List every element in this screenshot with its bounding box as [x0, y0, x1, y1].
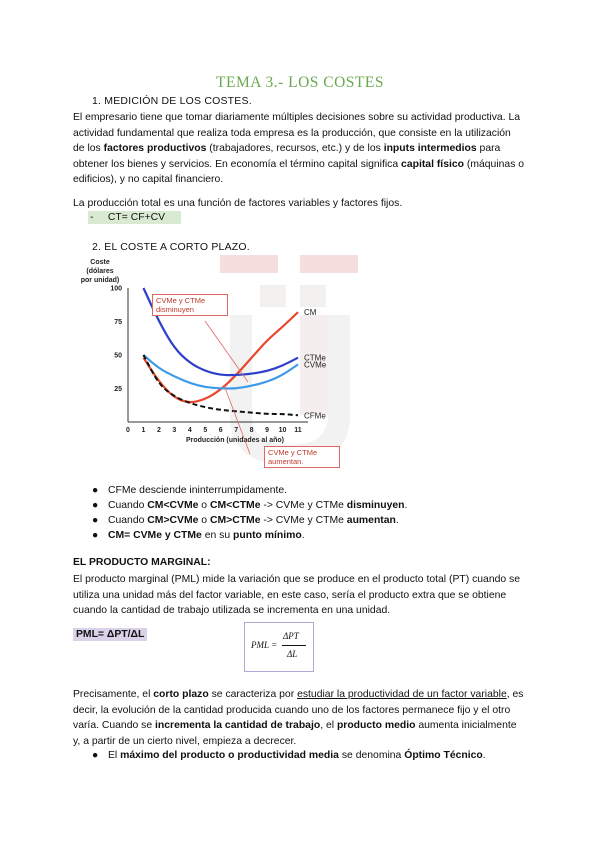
formula-pml-label: PML= ΔPT/ΔL: [73, 628, 147, 641]
formula-lhs: PML =: [251, 640, 278, 650]
x-tick-label: 4: [187, 427, 192, 434]
bullet-cm-mayor: ● Cuando CM>CVMe o CM>CTMe -> CVMe y CTMe aumentan.: [92, 515, 399, 526]
formula-pml-box: [244, 622, 314, 672]
cost-chart-svg: [70, 258, 370, 473]
x-tick-label: 6: [218, 427, 223, 434]
y-axis-title-1: Coste: [90, 259, 110, 266]
x-tick-label: 11: [294, 427, 302, 434]
series-label-cfme: CFMe: [304, 411, 326, 421]
section-heading-marginal: EL PRODUCTO MARGINAL:: [73, 557, 211, 568]
bullet-cfme: ● CFMe desciende ininterrumpidamente.: [92, 485, 288, 496]
series-label-cm: CM: [304, 308, 317, 318]
cost-chart: [70, 258, 370, 473]
x-tick-label: 1: [141, 427, 146, 434]
series-line-cfme: [143, 355, 298, 415]
series-label-cvme: CVMe: [304, 360, 327, 370]
section-heading-medicion: 1. MEDICIÓN DE LOS COSTES.: [92, 95, 252, 107]
formula-denominator: ΔL: [287, 649, 298, 659]
x-tick-label: 7: [234, 427, 239, 434]
x-tick-label: 5: [203, 427, 208, 434]
y-tick-label: 50: [114, 352, 122, 360]
annotation-aumentan: CVMe y CTMe aumentan.: [264, 446, 340, 468]
formula-numerator: ΔPT: [283, 631, 299, 641]
series-line-cvme: [143, 355, 298, 389]
x-tick-label: 8: [249, 427, 254, 434]
formula-fraction-bar: [282, 645, 306, 646]
annotation-disminuyen: CVMe y CTMe disminuyen: [152, 294, 228, 316]
x-tick-label: 0: [126, 427, 130, 434]
x-tick-label: 9: [265, 427, 270, 434]
x-tick-label: 2: [156, 427, 161, 434]
y-axis-title-3: por unidad): [80, 277, 120, 284]
paragraph-marginal: El producto marginal (PML) mide la variación que se produce en el producto total (PT) cuando se utiliza una unidad más del factor variable, en este caso, sería el producto extra que se obtiene cuando la cantidad de trabajo utilizada se incrementa en una unidad.: [73, 574, 521, 616]
y-axis-title-2: (dólares: [86, 268, 114, 275]
x-tick-label: 10: [278, 427, 287, 434]
formula-ct: - CT= CF+CV: [88, 212, 181, 223]
series-label-ctme: CTMe: [304, 353, 326, 363]
y-tick-label: 100: [110, 285, 122, 293]
bullet-optimo-tecnico: ● El máximo del producto o productividad media se denomina Óptimo Técnico.: [92, 750, 486, 761]
section-heading-corto-plazo: 2. EL COSTE A CORTO PLAZO.: [92, 241, 250, 253]
paragraph-corto-plazo: Precisamente, el corto plazo se caracteriza por estudiar la productividad de un factor variable, es decir, la evolución de la cantidad producida cuando uno de los factores permanece fijo y el otro varía. Cuando se incrementa la cantidad de trabajo, el producto medio aumenta inicialmente y, a partir de un cierto nivel, empieza a decrecer.: [73, 689, 524, 747]
y-tick-label: 75: [114, 319, 122, 326]
paragraph-intro: El empresario tiene que tomar diariamente múltiples decisiones sobre su actividad productiva. La actividad fundamental que realiza toda empresa es la producción, que consiste en la utilización de los factores productivos (trabajadores, recursos, etc.) y de los inputs intermedios para obtener los bienes y servicios. En economía el término capital significa capital físico (máquinas o edificios), y no capital financiero.: [73, 112, 525, 185]
bullet-cm-menor: ● Cuando CM<CVMe o CM<CTMe -> CVMe y CTMe disminuyen.: [92, 500, 408, 511]
paragraph-produccion-total: La producción total es una función de factores variables y factores fijos.: [73, 198, 403, 209]
page-title: TEMA 3.- LOS COSTES: [216, 74, 384, 91]
x-tick-label: 3: [172, 427, 177, 434]
x-axis-title: Producción (unidades al año): [185, 437, 285, 444]
y-tick-label: 25: [114, 386, 122, 393]
bullet-punto-minimo: ● CM= CVMe y CTMe en su punto mínimo.: [92, 530, 305, 541]
